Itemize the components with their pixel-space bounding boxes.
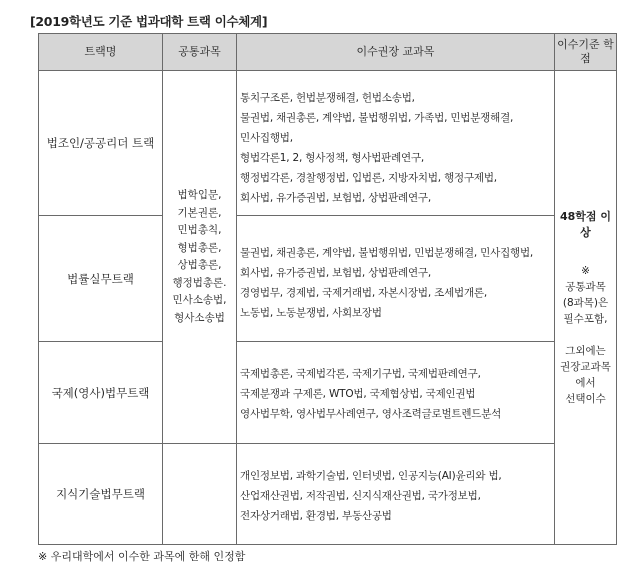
track-name: 국제(영사)법무트랙: [39, 342, 163, 444]
course-line: 민사집행법,: [240, 132, 293, 144]
course-line: 물권법, 채권총론, 계약법, 불법행위법, 가족법, 민법분쟁해결,: [240, 112, 514, 124]
course-line: 물권법, 채권총론, 계약법, 불법행위법, 민법분쟁해결, 민사집행법,: [240, 247, 534, 259]
course-line: 산업재산권법, 저작권법, 신지식재산권법, 국가정보법,: [240, 490, 481, 502]
course-line: 통치구조론, 헌법분쟁해결, 헌법소송법,: [240, 92, 415, 104]
track-name: 법조인/공공리더 트랙: [39, 71, 163, 216]
common-subjects-cell: [163, 71, 237, 444]
course-line: 영사법무학, 영사법무사례연구, 영사조력글로벌트렌드분석: [240, 408, 502, 420]
table-row: [39, 216, 617, 342]
track-name: 법률실무트랙: [39, 216, 163, 342]
course-line: 국제분쟁과 구제론, WTO법, 국제협상법, 국제인권법: [240, 388, 476, 400]
common-subject: 상법총론,: [177, 259, 222, 271]
course-line: 회사법, 유가증권법, 보험법, 상법판례연구,: [240, 267, 431, 279]
table-row: [39, 71, 617, 216]
courses-cell: [237, 216, 555, 342]
course-line: 경영법무, 경제법, 국제거래법, 자본시장법, 조세법개론,: [240, 287, 487, 299]
course-line: 국제법총론, 국제법각론, 국제기구법, 국제법판례연구,: [240, 368, 481, 380]
table-row: [39, 444, 617, 545]
credit-note-line: (8과목)은: [562, 296, 609, 309]
credit-other-line: 선택이수: [565, 392, 606, 405]
credit-note-line: 필수포함,: [563, 312, 608, 325]
course-line: 행정법각론, 경찰행정법, 입법론, 지방자치법, 행정구제법,: [240, 172, 497, 184]
common-subject: 형사소송법: [174, 311, 225, 324]
credit-note-line: 공통과목: [565, 280, 606, 293]
course-line: 회사법, 유가증권법, 보험법, 상법판례연구,: [240, 192, 431, 204]
common-subject: 민법총칙,: [177, 224, 222, 236]
courses-cell: [237, 71, 555, 216]
document-title: [2019학년도 기준 법과대학 트랙 이수체계]: [30, 14, 268, 29]
header-row: [39, 34, 617, 71]
credit-cell: [555, 71, 617, 545]
common-subject: 기본권론,: [177, 206, 222, 219]
courses-cell: [237, 444, 555, 545]
course-line: 형법각론1, 2, 형사정책, 형사법판례연구,: [240, 152, 425, 164]
empty-common-cell: [163, 444, 237, 545]
header-credit: 이수기준 학점: [555, 34, 617, 71]
course-line: 노동법, 노동분쟁법, 사회보장법: [240, 307, 382, 319]
table-row: [39, 342, 617, 444]
common-subject: 행정법총론.: [172, 276, 227, 289]
course-line: 개인정보법, 과학기술법, 인터넷법, 인공지능(AI)윤리와 법,: [240, 470, 502, 482]
track-name: 지식기술법무트랙: [39, 444, 163, 545]
header-track: 트랙명: [39, 34, 163, 71]
common-subject: 민사소송법,: [172, 294, 227, 306]
header-recommended: 이수권장 교과목: [237, 34, 555, 71]
common-subject: 형법총론,: [177, 241, 222, 254]
credit-other-line: 그외에는: [565, 344, 606, 357]
courses-cell: [237, 342, 555, 444]
footnote: ※ 우리대학에서 이수한 과목에 한해 인정함: [38, 550, 246, 563]
credit-other-line: 에서: [575, 376, 596, 389]
common-subject: 법학입문,: [177, 189, 222, 201]
header-common: 공통과목: [163, 34, 237, 71]
credit-other-line: 권장교과목: [560, 360, 611, 373]
course-line: 전자상거래법, 환경법, 부동산공법: [240, 510, 392, 522]
note-mark: ※: [581, 264, 590, 277]
credit-requirement: 48학점 이상: [559, 209, 611, 239]
track-table: [38, 33, 617, 545]
